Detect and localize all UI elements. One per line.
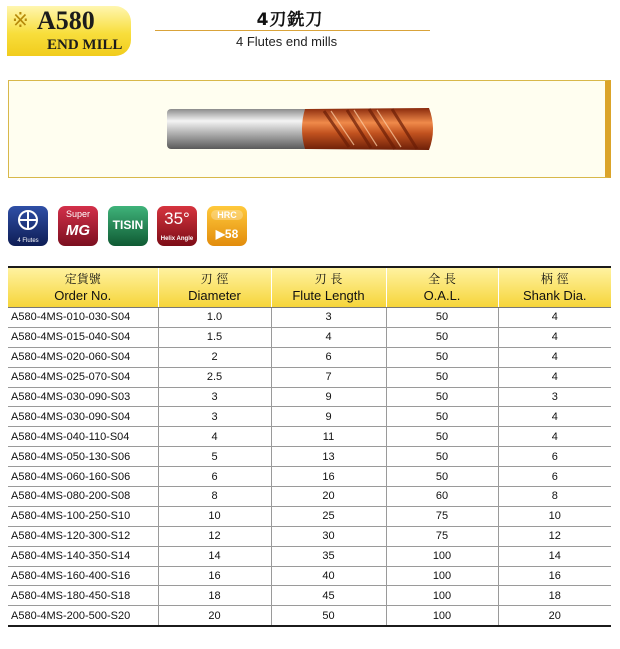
cell-diameter: 12 (158, 526, 271, 546)
cell-oal: 50 (386, 367, 498, 387)
table-row (8, 487, 611, 507)
cell-flute-length: 4 (271, 327, 386, 347)
cell-oal: 100 (386, 566, 498, 586)
cell-shank-dia: 18 (498, 586, 611, 606)
cell-diameter: 1.5 (158, 327, 271, 347)
cell-flute-length: 9 (271, 387, 386, 407)
table-body (8, 308, 611, 627)
col-flute-length: 刃 長 Flute Length (271, 267, 386, 308)
cell-flute-length: 30 (271, 526, 386, 546)
table-row (8, 467, 611, 487)
col-shank-dia: 柄 徑 Shank Dia. (498, 267, 611, 308)
cell-oal: 100 (386, 586, 498, 606)
helix-angle-icon: 35° Helix Angle (157, 206, 197, 246)
cell-diameter: 5 (158, 447, 271, 467)
table-row (8, 327, 611, 347)
cell-order-no: A580-4MS-010-030-S04 (8, 308, 158, 328)
cell-oal: 100 (386, 606, 498, 626)
cell-shank-dia: 4 (498, 327, 611, 347)
cell-order-no: A580-4MS-180-450-S18 (8, 586, 158, 606)
product-type: END MILL (47, 37, 123, 53)
super-mg-icon: Super MG (58, 206, 98, 246)
cell-flute-length: 11 (271, 427, 386, 447)
reference-mark-icon: ※ (12, 8, 29, 32)
cell-flute-length: 13 (271, 447, 386, 467)
table-row (8, 506, 611, 526)
table-row (8, 367, 611, 387)
title-divider (155, 30, 430, 31)
table-row (8, 347, 611, 367)
cell-shank-dia: 20 (498, 606, 611, 626)
four-flute-icon: 4 Flutes (8, 206, 48, 246)
cell-flute-length: 9 (271, 407, 386, 427)
table-row (8, 308, 611, 328)
table-row (8, 586, 611, 606)
cell-order-no: A580-4MS-040-110-S04 (8, 427, 158, 447)
page-title-cn: 4刃銑刀 (256, 10, 324, 30)
cell-order-no: A580-4MS-100-250-S10 (8, 506, 158, 526)
cell-diameter: 3 (158, 387, 271, 407)
cell-diameter: 2.5 (158, 367, 271, 387)
table-row (8, 427, 611, 447)
cell-flute-length: 45 (271, 586, 386, 606)
cell-shank-dia: 4 (498, 308, 611, 328)
cell-flute-length: 20 (271, 487, 386, 507)
table-row (8, 606, 611, 626)
spec-table (8, 266, 611, 627)
cell-oal: 75 (386, 506, 498, 526)
cell-diameter: 4 (158, 427, 271, 447)
table-row (8, 407, 611, 427)
col-oal: 全 長 O.A.L. (386, 267, 498, 308)
cell-order-no: A580-4MS-200-500-S20 (8, 606, 158, 626)
cell-diameter: 1.0 (158, 308, 271, 328)
end-mill-illustration (9, 81, 606, 177)
cell-shank-dia: 12 (498, 526, 611, 546)
cell-diameter: 2 (158, 347, 271, 367)
cell-flute-length: 35 (271, 546, 386, 566)
cell-flute-length: 3 (271, 308, 386, 328)
cell-diameter: 18 (158, 586, 271, 606)
cell-shank-dia: 3 (498, 387, 611, 407)
table-header-row (8, 267, 611, 308)
page-title-en: 4 Flutes end mills (236, 34, 338, 49)
cell-shank-dia: 4 (498, 347, 611, 367)
cell-oal: 60 (386, 487, 498, 507)
cell-flute-length: 16 (271, 467, 386, 487)
cell-shank-dia: 10 (498, 506, 611, 526)
cell-diameter: 3 (158, 407, 271, 427)
cell-flute-length: 7 (271, 367, 386, 387)
col-order-no: 定貨號 Order No. (8, 267, 158, 308)
table-row (8, 526, 611, 546)
cell-order-no: A580-4MS-020-060-S04 (8, 347, 158, 367)
product-badge (7, 6, 131, 56)
end-mill-photo (8, 80, 611, 178)
cell-shank-dia: 14 (498, 546, 611, 566)
table-row (8, 566, 611, 586)
cell-order-no: A580-4MS-140-350-S14 (8, 546, 158, 566)
cell-shank-dia: 8 (498, 487, 611, 507)
cell-diameter: 8 (158, 487, 271, 507)
cell-order-no: A580-4MS-030-090-S04 (8, 407, 158, 427)
cell-shank-dia: 16 (498, 566, 611, 586)
cell-order-no: A580-4MS-050-130-S06 (8, 447, 158, 467)
cell-order-no: A580-4MS-080-200-S08 (8, 487, 158, 507)
cell-oal: 50 (386, 447, 498, 467)
cell-oal: 50 (386, 308, 498, 328)
cell-diameter: 6 (158, 467, 271, 487)
col-diameter: 刃 徑 Diameter (158, 267, 271, 308)
cell-flute-length: 50 (271, 606, 386, 626)
cell-shank-dia: 6 (498, 447, 611, 467)
tisin-icon: TISIN (108, 206, 148, 246)
cell-order-no: A580-4MS-120-300-S12 (8, 526, 158, 546)
cell-oal: 100 (386, 546, 498, 566)
cell-oal: 50 (386, 347, 498, 367)
cell-diameter: 14 (158, 546, 271, 566)
table-row (8, 447, 611, 467)
cell-flute-length: 40 (271, 566, 386, 586)
table-row (8, 387, 611, 407)
table-row (8, 546, 611, 566)
cell-order-no: A580-4MS-060-160-S06 (8, 467, 158, 487)
cell-flute-length: 6 (271, 347, 386, 367)
cell-oal: 50 (386, 427, 498, 447)
cell-oal: 50 (386, 387, 498, 407)
cell-flute-length: 25 (271, 506, 386, 526)
cell-oal: 50 (386, 467, 498, 487)
cell-order-no: A580-4MS-025-070-S04 (8, 367, 158, 387)
cell-order-no: A580-4MS-160-400-S16 (8, 566, 158, 586)
cell-oal: 75 (386, 526, 498, 546)
cell-order-no: A580-4MS-015-040-S04 (8, 327, 158, 347)
cell-order-no: A580-4MS-030-090-S03 (8, 387, 158, 407)
cell-oal: 50 (386, 407, 498, 427)
cell-shank-dia: 4 (498, 427, 611, 447)
cell-diameter: 20 (158, 606, 271, 626)
cell-shank-dia: 4 (498, 407, 611, 427)
hrc-icon: HRC ▶58 (207, 206, 247, 246)
cell-diameter: 10 (158, 506, 271, 526)
cell-oal: 50 (386, 327, 498, 347)
product-code: A580 (37, 6, 95, 35)
cell-diameter: 16 (158, 566, 271, 586)
cell-shank-dia: 6 (498, 467, 611, 487)
cell-shank-dia: 4 (498, 367, 611, 387)
